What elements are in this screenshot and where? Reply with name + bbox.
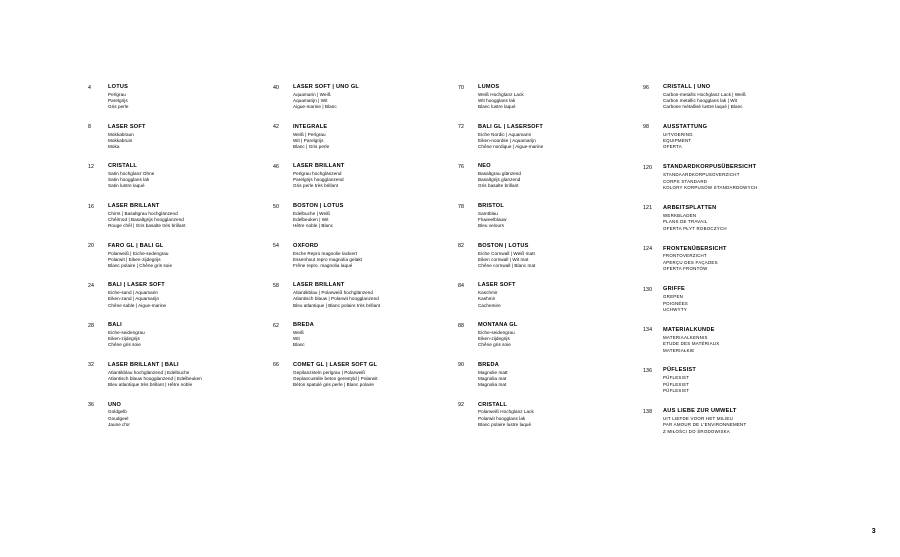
entry-page-number: 20	[88, 243, 95, 250]
entry-title: LOTUS	[108, 84, 129, 90]
entry-line-pl: UCHWYTY	[663, 306, 687, 312]
entry-line-fr: Jaune d'or	[108, 421, 130, 427]
entry-page-number: 134	[643, 327, 653, 334]
entry-line-fr: PLANS DE TRAVAIL	[663, 219, 708, 225]
entry-body	[293, 124, 450, 150]
entry-line-nl: Fluweelblauw	[478, 217, 507, 223]
contents-entry[interactable]	[643, 205, 820, 232]
entry-line-nl: Polarwit | Eiken-zijdegrijs	[108, 256, 161, 262]
entry-page-number: 120	[643, 164, 653, 171]
contents-entry[interactable]	[458, 362, 635, 388]
entry-line-fr: Aigue-marine | Blanc	[293, 104, 337, 110]
entry-lines	[293, 251, 450, 269]
entry-line-nl: Wit	[293, 336, 300, 342]
entry-page-number: 92	[458, 402, 465, 408]
entry-page-number: 84	[458, 282, 465, 289]
entry-lines	[108, 370, 265, 388]
entry-line-nl: Polarwit hoogglans lak	[478, 415, 526, 421]
entry-body	[663, 246, 820, 273]
entry-lines	[108, 92, 265, 110]
entry-line-de: Goldgelb	[108, 409, 127, 415]
entry-body	[108, 282, 265, 308]
entry-body	[293, 282, 450, 308]
entry-title: STANDARDKORPUSÜBERSICHT	[663, 164, 757, 171]
entry-line-pl: OFERTA	[663, 144, 682, 150]
entry-line-fr: Gris perle très brillant	[293, 183, 339, 189]
entry-title: MATERIALKUNDE	[663, 326, 715, 333]
entry-page-number: 72	[458, 124, 465, 131]
entry-lines	[108, 211, 265, 229]
entry-page-number: 42	[273, 124, 280, 131]
entry-lines	[108, 409, 265, 427]
entry-title: OXFORD	[293, 242, 319, 249]
entry-lines	[663, 132, 820, 151]
entry-body	[108, 163, 265, 189]
entry-lines	[293, 290, 450, 308]
contents-entry[interactable]	[643, 327, 820, 354]
contents-column-2	[273, 84, 458, 449]
contents-entry[interactable]	[458, 243, 635, 269]
entry-lines	[293, 330, 450, 348]
entry-line-pl: PÜFLESIST	[663, 388, 690, 394]
entry-title: BREDA	[478, 361, 499, 368]
entry-lines	[293, 132, 450, 150]
entry-lines	[663, 294, 820, 313]
entry-lines	[478, 409, 635, 427]
entry-line-fr: Chêne nordique | Aigue-marine	[478, 143, 544, 149]
entry-lines	[663, 375, 820, 394]
contents-columns	[88, 84, 828, 449]
entry-page-number: 124	[643, 246, 653, 253]
entry-lines	[663, 172, 820, 191]
entry-line-de: Mokkabraun	[108, 131, 134, 137]
entry-line-fr: CORPS STANDARD	[663, 178, 708, 184]
entry-body	[293, 322, 450, 348]
entry-body	[293, 203, 450, 229]
entry-title: BOSTON | LOTUS	[293, 203, 344, 210]
entry-line-fr: APERÇU DES FAÇADES	[663, 259, 718, 265]
entry-line-nl: Mokkabruin	[108, 137, 133, 143]
contents-entry[interactable]	[643, 286, 820, 313]
entry-line-de: Carbon-metallic Hochglanz Lack | Weiß	[663, 91, 746, 97]
entry-title: NEO	[478, 163, 491, 170]
entry-body	[478, 322, 635, 348]
entry-body	[293, 243, 450, 269]
entry-body	[478, 124, 635, 150]
contents-entry[interactable]	[643, 84, 820, 110]
entry-body	[478, 84, 635, 110]
entry-title: LASER BRILLANT	[293, 163, 345, 170]
entry-page-number: 130	[643, 286, 653, 293]
entry-lines	[663, 416, 820, 435]
entry-body	[108, 243, 265, 269]
entry-lines	[293, 92, 450, 110]
entry-line-de: Eiche-seidengrau	[478, 330, 515, 336]
entry-line-de: Satin hochglanz Ohne	[108, 171, 155, 177]
contents-entry[interactable]	[273, 124, 450, 150]
entry-title: BALI | LASER SOFT	[108, 282, 165, 289]
entry-lines	[108, 132, 265, 150]
entry-body	[478, 362, 635, 388]
contents-column-3	[458, 84, 643, 449]
entry-line-fr: Chêne gris soie	[478, 342, 511, 348]
entry-body	[663, 164, 820, 191]
entry-lines	[478, 171, 635, 189]
entry-line-nl: Eiken-noordse | Aquamarijn	[478, 137, 536, 143]
entry-line-nl: Eiken-zand | Aquamarijn	[108, 296, 160, 302]
entry-title: AUSSTATTUNG	[663, 123, 708, 130]
entry-line-de: Atlantikblau | Polarweiß hochglänzend	[293, 290, 374, 296]
entry-page-number: 12	[88, 163, 95, 170]
entry-line-fr: PÜFLESIST	[663, 381, 690, 387]
contents-entry[interactable]	[88, 243, 265, 269]
contents-entry[interactable]	[88, 402, 265, 428]
entry-line-de: Kaschmir	[478, 290, 498, 296]
entry-line-fr: Cachemire	[478, 302, 501, 308]
entry-page-number: 76	[458, 163, 465, 170]
entry-page-number: 78	[458, 203, 465, 210]
entry-line-nl: Kashmir	[478, 296, 496, 302]
entry-line-nl: Chêlrnod | Basaltgrijs hoogglanzend	[108, 217, 184, 223]
entry-title: LUMOS	[478, 84, 500, 90]
entry-line-nl: WERKBLADEN	[663, 212, 697, 218]
entry-page-number: 98	[643, 124, 650, 131]
entry-line-nl: Satin hoogglans lak	[108, 177, 150, 183]
contents-entry[interactable]	[273, 282, 450, 308]
entry-line-nl: Edelbeuken | Wit	[293, 217, 329, 223]
entry-title: CRISTALL	[108, 163, 137, 170]
entry-body	[108, 124, 265, 150]
entry-title: BREDA	[293, 322, 314, 329]
contents-entry[interactable]	[643, 164, 820, 191]
entry-page-number: 32	[88, 362, 95, 369]
entry-title: ARBEITSPLATTEN	[663, 204, 717, 211]
entry-body	[663, 408, 820, 435]
contents-column-1	[88, 84, 273, 449]
entry-body	[478, 163, 635, 189]
entry-page-number: 4	[88, 84, 92, 91]
entry-line-nl: UIT LIEFDE VOOR HET MILIEU	[663, 415, 734, 421]
contents-entry[interactable]	[88, 163, 265, 189]
entry-body	[663, 367, 820, 394]
contents-entry[interactable]	[458, 163, 635, 189]
entry-line-fr: Rouge chêl | Gris basalte très brillant	[108, 223, 186, 229]
entry-line-fr: Blanc polaire lustre laqué	[478, 421, 532, 427]
entry-line-nl: GREPEN	[663, 294, 684, 300]
entry-line-nl: Eiken-zijdegrijs	[478, 336, 510, 342]
contents-entry[interactable]	[273, 243, 450, 269]
entry-page-number: 24	[88, 282, 95, 289]
entry-title: LASER SOFT | UNO GL	[293, 84, 360, 90]
entry-line-nl: Wit hoogglans lak	[478, 98, 516, 103]
entry-line-nl: Goudgeel	[108, 415, 129, 421]
entry-line-fr: Hêtre noble | Blanc	[293, 223, 334, 229]
entry-line-de: Aquamarin | Weiß	[293, 91, 331, 97]
entry-lines	[108, 290, 265, 308]
entry-line-nl: Geplancustèle beton gerestyld | Polarwit	[293, 375, 378, 381]
entry-body	[108, 322, 265, 348]
contents-entry[interactable]	[458, 402, 635, 428]
entry-line-fr: PAR AMOUR DE L'ENVIRONNEMENT	[663, 422, 747, 428]
entry-body	[478, 203, 635, 229]
entry-lines	[663, 335, 820, 354]
entry-page-number: 58	[273, 282, 280, 289]
entry-page-number: 28	[88, 322, 95, 329]
entry-line-fr: POIGNÉES	[663, 300, 688, 306]
entry-line-nl: Magnolia mat	[478, 375, 507, 381]
entry-title: UNO	[108, 401, 122, 408]
entry-line-fr: Gris basalte brillant	[478, 183, 519, 189]
entry-line-de: Samtblau	[478, 210, 498, 216]
entry-title: LASER BRILLANT | BALI	[108, 361, 179, 368]
entry-line-de: Basaltgrau glänzend	[478, 171, 522, 177]
entry-body	[663, 124, 820, 151]
entry-line-nl: Parelgrijs	[108, 98, 128, 103]
entry-line-nl: UITVOERING	[663, 131, 693, 137]
entry-line-pl: OFERTA FRONTÓW	[663, 266, 708, 272]
entry-line-fr: Béton spatulé gris perle | Blanc polaire	[293, 381, 374, 387]
entry-page-number: 8	[88, 124, 92, 131]
entry-page-number: 121	[643, 205, 653, 212]
contents-entry[interactable]	[273, 163, 450, 189]
entry-line-pl: Z MIŁOŚCI DO ŚRODOWISKA	[663, 428, 730, 434]
entry-line-fr: Bleu velours	[478, 223, 504, 229]
entry-body	[108, 203, 265, 229]
entry-title: COMET GL | LASER SOFT GL	[293, 361, 378, 368]
entry-line-de: Polarweiß | Eiche-sedengrau	[108, 250, 169, 256]
entry-lines	[293, 171, 450, 189]
entry-line-nl: Parelgrijs hoogglanzend	[293, 177, 344, 183]
entry-lines	[478, 211, 635, 229]
entry-body	[293, 84, 450, 110]
entry-line-pl: OFERTA PŁYT ROBOCZYCH	[663, 225, 727, 231]
entry-line-fr: Blanc polaire | Chêne gris soie	[108, 262, 173, 268]
contents-entry[interactable]	[88, 203, 265, 229]
entry-line-nl: Aquamarijn | Wit	[293, 98, 328, 103]
contents-entry[interactable]	[643, 367, 820, 394]
entry-body	[108, 362, 265, 388]
contents-entry[interactable]	[458, 84, 635, 110]
entry-title: LASER SOFT	[108, 123, 146, 130]
entry-page-number: 46	[273, 163, 280, 170]
contents-entry[interactable]	[88, 322, 265, 348]
entry-line-de: Weiß Hochglanz Lack	[478, 91, 524, 97]
entry-page-number: 54	[273, 243, 280, 250]
entry-body	[108, 84, 265, 110]
contents-entry[interactable]	[273, 84, 450, 110]
entry-line-nl: Atlantisch blauw hoogglanzend | Edelbeuken	[108, 375, 202, 381]
entry-body	[478, 243, 635, 269]
entry-lines	[478, 132, 635, 150]
entry-lines	[663, 92, 820, 110]
contents-entry[interactable]	[458, 322, 635, 348]
entry-title: BALI GL | LASERSOFT	[478, 123, 543, 130]
entry-title: CRISTALL | UNO	[663, 84, 711, 90]
entry-lines	[108, 251, 265, 269]
entry-line-de: Eiche Cornwall | Weiß matt	[478, 250, 535, 256]
entry-line-de: Eiche-sand | Aquamarin	[108, 290, 159, 296]
contents-entry[interactable]	[273, 203, 450, 229]
entry-line-fr: Bleu atlantique | Blanc polaire très brillant	[293, 302, 381, 308]
entry-page-number: 138	[643, 408, 653, 415]
entry-line-fr: Gris perle	[108, 104, 129, 110]
entry-body	[108, 402, 265, 428]
entry-title: LASER BRILLANT	[108, 203, 160, 210]
entry-line-nl: Basaltgrijs glanzend	[478, 177, 521, 183]
entry-lines	[478, 370, 635, 388]
entry-line-fr: ETUDE DES MATÉRIAUX	[663, 341, 720, 347]
entry-line-fr: Blanc | Gris perle	[293, 143, 330, 149]
entry-line-en: EQUIPMENT	[663, 138, 692, 143]
entry-line-nl: Wit | Parelgrijs	[293, 137, 324, 143]
entry-line-fr: Carbone métallisé lustre laqué | Blanc	[663, 104, 743, 110]
contents-entry[interactable]	[458, 282, 635, 308]
entry-lines	[108, 330, 265, 348]
entry-line-de: Chirnt | Basaltgrau hochglänzend	[108, 210, 178, 216]
entry-lines	[293, 211, 450, 229]
entry-line-nl: MATERIAALKENNIS	[663, 334, 708, 340]
contents-entry[interactable]	[458, 124, 635, 150]
entry-page-number: 90	[458, 362, 465, 369]
entry-title: FRONTENÜBERSICHT	[663, 245, 727, 252]
entry-title: BRISTOL	[478, 203, 504, 210]
entry-title: AUS LIEBE ZUR UMWELT	[663, 408, 737, 415]
entry-line-de: Polarweiß Hochglanz Lack	[478, 409, 534, 415]
entry-body	[663, 286, 820, 313]
entry-line-pl: KOLORY KORPUSÓW STANDARDOWYCH	[663, 185, 758, 191]
entry-page-number: 62	[273, 322, 280, 329]
entry-line-de: Eiche-seidengrau	[108, 330, 145, 336]
entry-line-fr: Chêne gris soie	[108, 342, 141, 348]
contents-entry[interactable]	[273, 322, 450, 348]
entry-line-fr: Frêne repro. magnolia laqué	[293, 262, 353, 268]
page-number: 3	[871, 528, 876, 535]
entry-title: CRISTALL	[478, 401, 507, 408]
entry-body	[478, 282, 635, 308]
entry-title: GRIFFE	[663, 286, 686, 293]
entry-line-nl: Atlantisch blauw | Polarwit hoogglanzend	[293, 296, 379, 302]
entry-line-de: Magnolie matt	[478, 369, 508, 375]
contents-entry[interactable]	[643, 124, 820, 151]
entry-page-number: 16	[88, 203, 95, 210]
entry-line-fr: Bleu atlantique très brillant | Hêtre noble	[108, 381, 193, 387]
entry-lines	[663, 253, 820, 272]
entry-page-number: 66	[273, 362, 280, 369]
entry-body	[663, 205, 820, 232]
entry-line-nl: Essenhout repro magnolia gelakt	[293, 256, 363, 262]
entry-body	[293, 362, 450, 388]
entry-title: INTEGRALE	[293, 123, 328, 130]
entry-line-fr: Blanc	[293, 342, 305, 348]
contents-entry[interactable]	[88, 282, 265, 308]
entry-lines	[293, 370, 450, 388]
entry-page-number: 50	[273, 203, 280, 210]
entry-title: LASER SOFT	[478, 282, 516, 289]
entry-title: FARO GL | BALI GL	[108, 242, 164, 249]
entry-lines	[663, 213, 820, 232]
entry-line-de: Edelbuche | Weiß	[293, 210, 331, 216]
contents-entry[interactable]	[88, 362, 265, 388]
contents-column-4	[643, 84, 828, 449]
entry-line-nl: Eiken cornwall | Wit mat	[478, 256, 529, 262]
entry-title: MONTANA GL	[478, 322, 518, 329]
entry-page-number: 40	[273, 84, 280, 91]
entry-title: PÜFLESIST	[663, 367, 697, 374]
entry-title: LASER BRILLANT	[293, 282, 345, 289]
contents-entry[interactable]	[273, 362, 450, 388]
entry-lines	[478, 290, 635, 308]
entry-body	[663, 327, 820, 354]
entry-lines	[108, 171, 265, 189]
entry-line-fr: Magnolia mat	[478, 381, 507, 387]
entry-title: BALI	[108, 322, 122, 329]
entry-line-fr: Chêne sable | Aigue-marine	[108, 302, 167, 308]
entry-line-fr: Blanc lustre laqué	[478, 104, 516, 110]
entry-line-nl: FRONTOVERZICHT	[663, 253, 707, 259]
entry-line-de: Esche Repro magnolie lackiert	[293, 250, 358, 256]
entry-lines	[478, 251, 635, 269]
entry-line-de: Weiß | Perlgrau	[293, 131, 326, 137]
entry-lines	[478, 92, 635, 110]
entry-page-number: 96	[643, 84, 650, 91]
entry-line-pl: MATERIAŁKIE	[663, 347, 695, 353]
entry-page-number: 36	[88, 402, 95, 408]
entry-line-fr: Chêne cornwall | Blanc mat	[478, 262, 536, 268]
entry-line-de: Atlantikblau hochglänzend | Edelbuche	[108, 369, 190, 375]
entry-line-nl: Carbon metallic hoogglans lak | Wit	[663, 98, 738, 103]
entry-lines	[478, 330, 635, 348]
contents-entry[interactable]	[458, 203, 635, 229]
entry-page-number: 82	[458, 243, 465, 250]
entry-line-de: Perlgrau hochglänzend	[293, 171, 342, 177]
entry-line-nl: Eiken-zijdegrijs	[108, 336, 140, 342]
entry-line-fr: Moka	[108, 143, 120, 149]
entry-title: BOSTON | LOTUS	[478, 242, 529, 249]
entry-page-number: 70	[458, 84, 465, 91]
entry-line-nl: PÜFLESIST	[663, 375, 690, 381]
contents-entry[interactable]	[643, 408, 820, 435]
entry-page-number: 136	[643, 367, 653, 374]
entry-body	[293, 163, 450, 189]
entry-line-nl: STANDAARDKORPUSOVERZICHT	[663, 172, 740, 178]
entry-body	[663, 84, 820, 110]
entry-line-de: Perlgrau	[108, 91, 126, 97]
entry-body	[478, 402, 635, 428]
entry-line-fr: Satin lustre laqué	[108, 183, 145, 189]
contents-entry[interactable]	[643, 246, 820, 273]
entry-line-de: Weiß	[293, 330, 304, 336]
entry-line-de: Eiche Nordic | Aquamarin	[478, 131, 532, 137]
contents-entry[interactable]	[88, 84, 265, 110]
entry-page-number: 88	[458, 322, 465, 329]
entry-line-de: Gepilanzsteln perlgrau | Polarweiß	[293, 369, 366, 375]
contents-entry[interactable]	[88, 124, 265, 150]
